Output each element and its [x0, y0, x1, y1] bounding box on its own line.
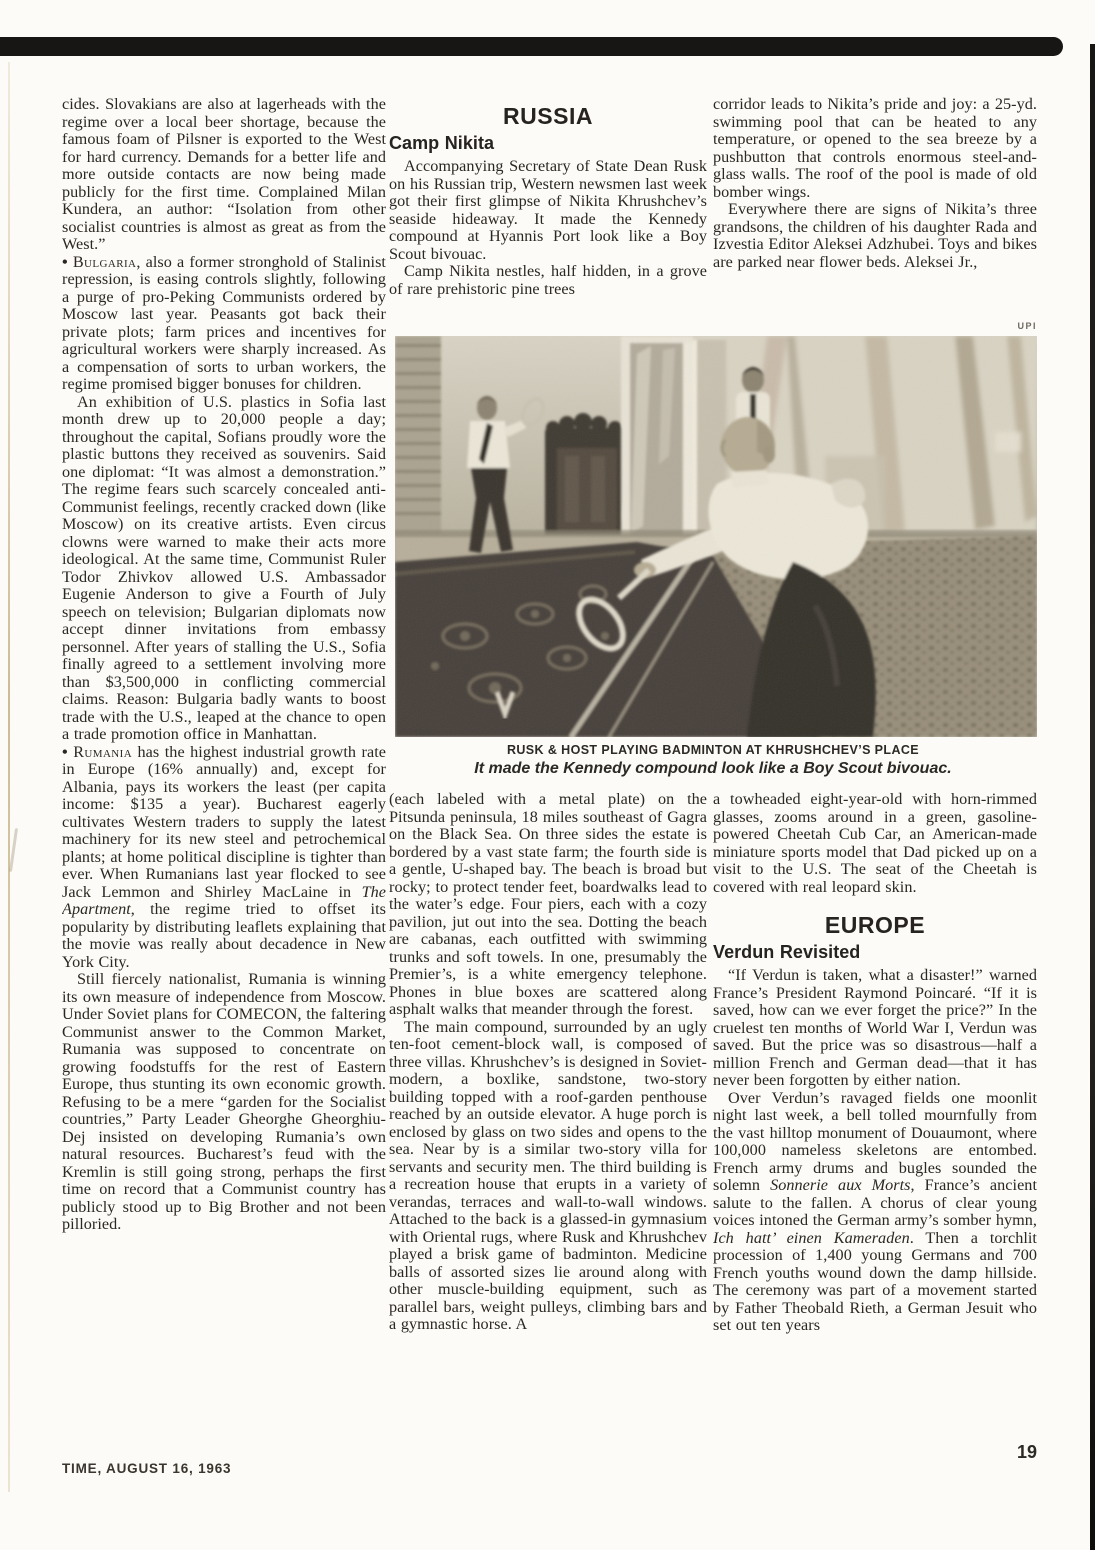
paragraph-text: Over Verdun’s ravaged fields one moonlit night last week, a bell tolled mournfully from the vast hilltop monument of Douaumont, where 100,000 nameless skeletons are entombed. French army drums and bugles sounded the solemn: [713, 1088, 1037, 1194]
bullet-icon: •: [62, 742, 68, 761]
article-title: Camp Nikita: [389, 133, 495, 153]
paragraph-text: . Then a torchlit procession of 1,400 young Germans and 700 French youths wound down the damp hillside. The ceremony was part of a movement started by Father Theobald Rieth, a German Jesuit who set out ten years: [713, 1228, 1037, 1334]
paragraph: a towheaded eight-year-old with horn-rimmed glasses, zooms around in a green, gasoline-powered Cheetah Cub Car, an American-made miniature sports model that Dad picked up on a visit to the U.S. The seat of the Cheetah is covered with real leopard skin.: [713, 791, 1037, 896]
page-number: 19: [1016, 1442, 1037, 1462]
paragraph-text: , France’s ancient salute to the fallen. A chorus of clear young voices intoned the German army’s somber hymn,: [713, 1176, 1037, 1229]
paragraph: Camp Nikita nestles, half hidden, in a grove of rare prehistoric pine trees: [389, 262, 707, 298]
paragraph: “If Verdun is taken, what a disaster!” warned France’s President Raymond Poincaré. “If it is saved, how can we ever forget the price?” In the cruelest ten months of World War I, Verdun was saved. But the price was so disastrous—half a million French and German dead—that it has never been forgotten by either nation.: [713, 966, 1037, 1089]
french-phrase: Sonnerie aux Morts: [770, 1176, 911, 1194]
movie-title: The Apartment: [62, 882, 386, 918]
page-binding-edge: [8, 62, 10, 1492]
paragraph-text: , also a former stronghold of Stalinist repression, is easing controls slightly, following a purge of pro-Peking Communists ordered by Moscow last year. Peasants got back their private plots; farm prices and incentives for agricultural workers were sharply increased. As a compensation of sorts to urban workers, the regime promised bigger bonuses for children.: [62, 252, 386, 393]
paragraph-text: , the regime tried to offset its popularity by distributing leaflets explaining that the movie was really about decadence in New York City.: [62, 900, 386, 971]
photo-credit: UPI: [1017, 321, 1037, 331]
magazine-footer: TIME, AUGUST 16, 1963: [62, 1461, 232, 1476]
lead-word: Bulgaria: [72, 252, 137, 271]
column-middle-bottom: [389, 791, 707, 1467]
photo-illustration: [395, 336, 1037, 737]
lead-word: Rumania: [73, 742, 133, 761]
paragraph-text: has the highest industrial growth rate in Europe (16% annually) and, except for Albania, pays its workers the least (per capita income: $135 a year). Bucharest eagerly cultivates Western traders to supply the latest machinery for its new steel and petrochemical plants; at home political discipline is tighter than ever. When Rumanians last year flocked to see Jack Lemmon and Shirley MacLaine in: [62, 742, 386, 901]
margin-mark: [9, 828, 18, 872]
top-rule: [0, 37, 1063, 56]
paragraph-verdun: [713, 1090, 1037, 1335]
section-heading-russia: RUSSIA: [503, 103, 593, 129]
paragraph: Everywhere there are signs of Nikita’s three grandsons, the children of his daughter Rada and Izvestia Editor Aleksei Adzhubei. Toys and bikes are parked near flower beds. Aleksei Jr.,: [713, 200, 1037, 271]
bullet-icon: •: [62, 252, 68, 271]
paragraph: cides. Slovakians are also at lagerheads with the regime over a local beer shortage, because the famous foam of Pilsner is exported to the West for hard currency. Demands for a better life and more outside contacts are now being made publicly for the first time. Complained Milan Kundera, an author: “Isolation from other socialist countries is almost as great as from the West.”: [62, 96, 386, 253]
paragraph: The main compound, surrounded by an ugly ten-foot cement-block wall, is composed of three villas. Khrushchev’s is designed in Soviet-modern, a boxlike, sandstone, two-story building topped with a roof-garden penthouse reached by an outside elevator. A huge porch is enclosed by glass on two sides and opens to the sea. Near by is a similar two-story villa for servants and security men. The third building is a recreation house that erupts in a variety of verandas, terraces and wall-to-wall windows. Attached to the back is a glassed-in gymnasium with Oriental rugs, where Rusk and Khrushchev played a brisk game of badminton. Medicine balls of assorted sizes lie around along with other muscle-building equipment, such as parallel bars, weight pulleys, climbing bars and a gymnastic horse. A: [389, 1017, 707, 1333]
column-left: [62, 96, 386, 1460]
column-right-top: [713, 96, 1037, 320]
page-edge-shadow: [1090, 44, 1095, 1550]
caption-headline: RUSK & HOST PLAYING BADMINTON AT KHRUSHCHEV’S PLACE: [506, 743, 920, 757]
article-title: Verdun Revisited: [713, 942, 861, 962]
section-heading-europe: EUROPE: [824, 912, 926, 938]
badminton-photo: [395, 336, 1037, 737]
paragraph: Accompanying Secretary of State Dean Rusk on his Russian trip, Western newsmen last week got their first glimpse of Nikita Khrushchev’s seaside hideaway. It made the Kennedy compound at Hyannis Port look like a Boy Scout bivouac.: [389, 157, 707, 263]
paragraph: (each labeled with a metal plate) on the Pitsunda peninsula, 18 miles southeast of Gagra on the Black Sea. On three sides the estate is bordered by a vast state farm; the fourth side is a gentle, U-shaped bay. The beach is broad but rocky; to protect tender feet, boardwalks lead to the water’s edge. Four piers, each with a cozy pavilion, jut out into the sea. Dotting the beach are cabanas, each outfitted with swimming trunks and soft towels. In one, presumably the Premier’s, is a white emergency telephone. Phones in blue boxes are scattered along asphalt walks that meander through the forest.: [389, 791, 707, 1018]
film-grain: [395, 336, 1037, 737]
german-hymn-title: Ich hatt’ einen Kameraden: [713, 1228, 910, 1247]
paragraph-rumania: [62, 744, 386, 972]
paragraph: Still fiercely nationalist, Rumania is winning its own measure of independence from Moscow. Under Soviet plans for COMECON, the faltering Communist answer to the Common Market, Rumania was supposed to concentrate on growing foodstuffs for the rest of Eastern Europe, thus stunting its own economic growth. Refusing to be a mere “garden for the Socialist countries,” Party Leader Gheorghe Gheorghiu-Dej insisted on developing Rumania’s own natural resources. Bucharest’s feud with the Kremlin is still going strong, perhaps the first time on record that a Communist country has publicly stood up to Big Brother and not been pilloried.: [62, 970, 386, 1233]
column-middle-top: [389, 103, 707, 335]
paragraph: corridor leads to Nikita’s pride and joy: a 25-yd. swimming pool that can be heated to any temperature, or opened to the sea breeze by a pushbutton that controls enormous steel-and-glass walls. The roof of the pool is made of old bomber wings.: [713, 96, 1037, 201]
paragraph-bulgaria: [62, 254, 386, 394]
photo-caption: [389, 743, 1037, 778]
caption-subline: It made the Kennedy compound look like a Boy Scout bivouac.: [474, 760, 952, 777]
column-right-bottom: [713, 791, 1037, 1463]
paragraph: An exhibition of U.S. plastics in Sofia last month drew up to 20,000 people a day; throughout the capital, Sofians proudly wore the plastic buttons they received as souvenirs. Said one diplomat: “It was almost a demonstration.” The regime fears such scarcely concealed anti-Communist feelings, recently cracked down (like Moscow) on its creative artists. Even circus clowns were warned to make their acts more ideological. At the same time, Communist Ruler Todor Zhivkov allowed U.S. Ambassador Eugenie Anderson to give a Fourth of July speech on television; Bulgarian diplomats now accept dinner invitations from embassy personnel. After years of stalling the U.S., Sofia finally agreed to a settlement involving more than $3,500,000 in conflicting commercial claims. Reason: Bulgaria badly wants to boost trade with the U.S., leaped at the chance to open a trade promotion office in Manhattan.: [62, 392, 386, 743]
